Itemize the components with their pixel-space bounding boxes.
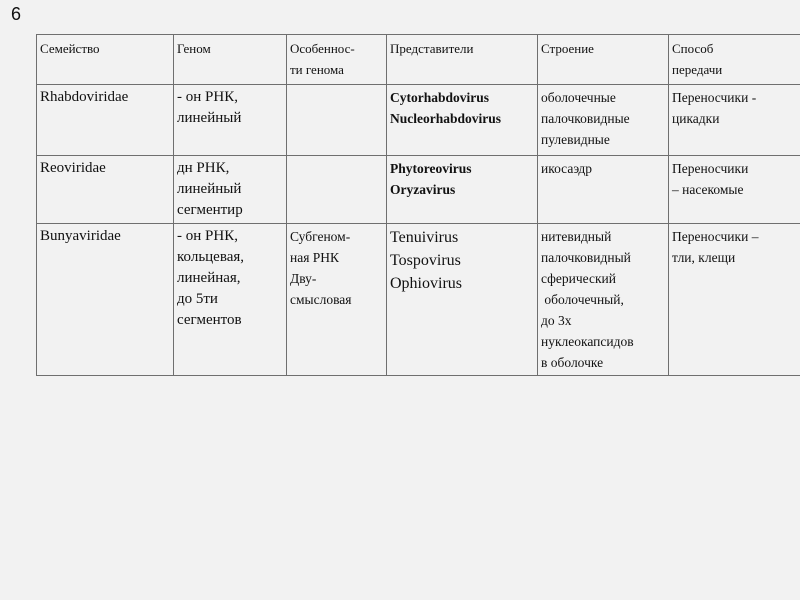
cell-features	[287, 156, 387, 224]
table-row	[37, 156, 800, 224]
cell-structure: нитевидный палочковидный сферический оболочечный, до 3х нуклеокапсидов в оболочке	[538, 224, 669, 376]
table-row	[37, 85, 800, 156]
header-structure: Строение	[538, 35, 669, 85]
cell-family: Bunyaviridae	[37, 224, 174, 376]
cell-representatives: Tenuivirus Tospovirus Ophiovirus	[387, 224, 538, 376]
cell-representatives: Cytorhabdovirus Nucleorhabdovirus	[387, 85, 538, 156]
cell-genome: дн РНК, линейный сегментир	[174, 156, 287, 224]
cell-transmission: Переносчики – насекомые	[669, 156, 800, 224]
header-genome: Геном	[174, 35, 287, 85]
cell-family: Rhabdoviridae	[37, 85, 174, 156]
cell-representatives: Phytoreovirus Oryzavirus	[387, 156, 538, 224]
cell-structure: икосаэдр	[538, 156, 669, 224]
table-header-row	[37, 35, 800, 85]
cell-transmission: Переносчики - цикадки	[669, 85, 800, 156]
cell-structure: оболочечные палочковидные пулевидные	[538, 85, 669, 156]
cell-features	[287, 85, 387, 156]
cell-transmission: Переносчики – тли, клещи	[669, 224, 800, 376]
cell-family: Reoviridae	[37, 156, 174, 224]
header-features: Особеннос- ти генома	[287, 35, 387, 85]
virus-families-table	[36, 34, 800, 376]
table-row	[37, 224, 800, 376]
cell-genome: - он РНК, кольцевая, линейная, до 5ти сегментов	[174, 224, 287, 376]
cell-genome: - он РНК, линейный	[174, 85, 287, 156]
header-representatives: Представители	[387, 35, 538, 85]
slide-number: 6	[11, 4, 22, 24]
cell-features: Субгеном- ная РНК Дву- смысловая	[287, 224, 387, 376]
header-family: Семейство	[37, 35, 174, 85]
header-transmission: Способ передачи	[669, 35, 800, 85]
